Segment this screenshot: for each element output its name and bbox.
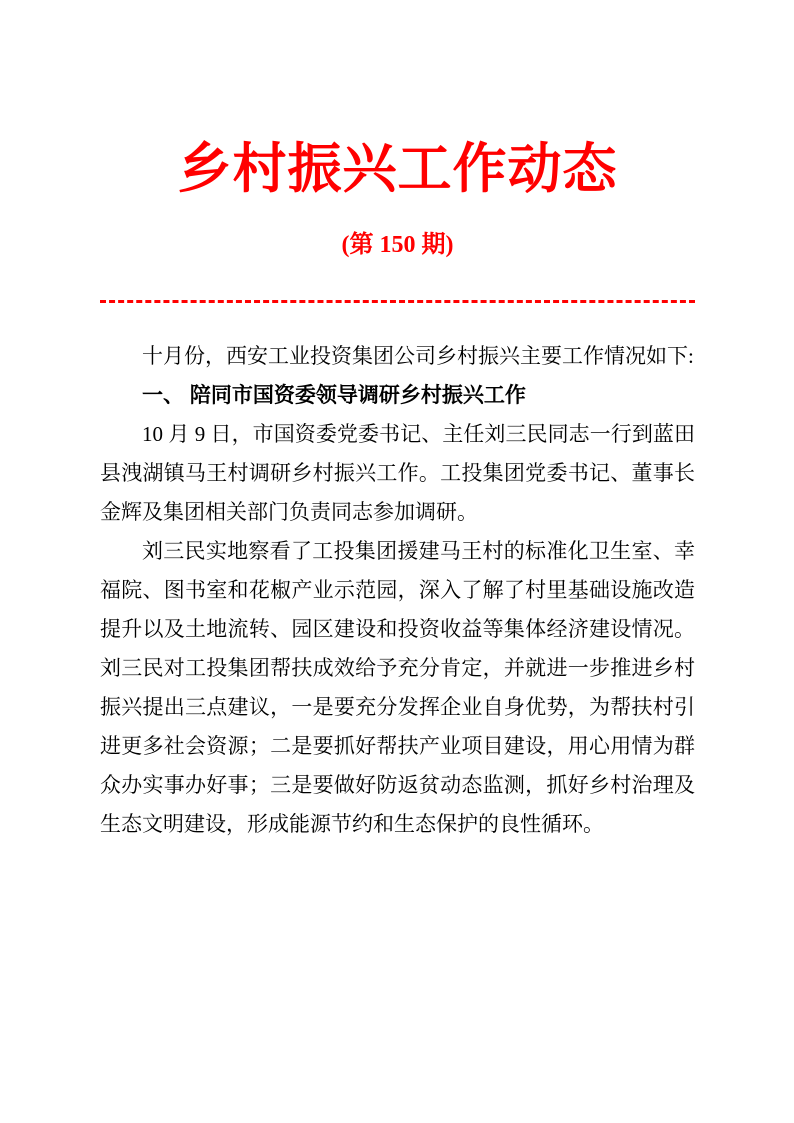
document-body — [100, 337, 695, 844]
dashed-divider-line — [100, 300, 695, 303]
issue-number: (第 150 期) — [341, 232, 454, 258]
intro-paragraph: 十月份，西安工业投资集团公司乡村振兴主要工作情况如下: — [142, 344, 694, 368]
section-1-paragraph-1: 10 月 9 日，市国资委党委书记、主任刘三民同志一行到蓝田县洩湖镇马王村调研乡村振兴工作。工投集团党委书记、董事长金辉及集团相关部门负责同志参加调研。 — [100, 422, 695, 524]
document-title: 乡村振兴工作动态 — [177, 139, 618, 199]
section-1-heading: 一、 陪同市国资委领导调研乡村振兴工作 — [142, 384, 526, 407]
section-1-paragraph-2: 刘三民实地察看了工投集团援建马王村的标准化卫生室、幸福院、图书室和花椒产业示范园，深入了解了村里基础设施改造提升以及土地流转、园区建设和投资收益等集体经济建设情况。刘三民对工投集团帮扶成效给予充分肯定，并就进一步推进乡村振兴提出三点建议，一是要充分发挥企业自身优势，为帮扶村引进更多社会资源；二是要抓好帮扶产业项目建设，用心用情为群众办实事办好事；三是要做好防返贫动态监测，抓好乡村治理及生态文明建设，形成能源节约和生态保护的良性循环。 — [100, 539, 695, 836]
